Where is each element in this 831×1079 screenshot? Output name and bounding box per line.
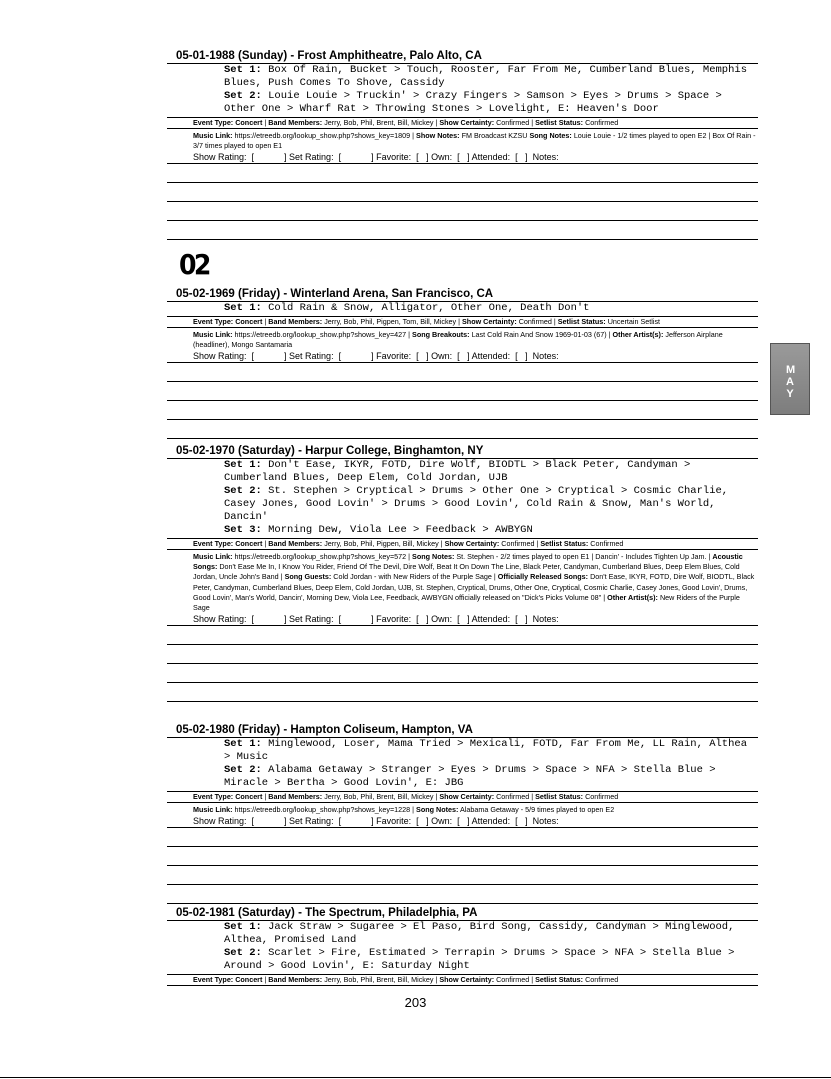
setlist: [167, 64, 758, 116]
field-label: Other Artist(s):: [612, 330, 664, 339]
field-label: Music Link:: [193, 330, 233, 339]
notes-line: [167, 164, 758, 183]
month-tab: [770, 343, 810, 415]
set-1: [224, 64, 754, 90]
music-link[interactable]: https://etreedb.org/lookup_show.php?shows_key=1809: [234, 131, 411, 140]
song-guests: Cold Jordan - with New Riders of the Purple Sage: [333, 572, 492, 582]
setlist-status: Uncertain Setlist: [607, 317, 661, 326]
set-2: [224, 90, 754, 116]
field-label: Show Certainty:: [439, 975, 495, 984]
event-type: Concert: [235, 118, 263, 127]
setlist-status: Confirmed: [585, 118, 619, 127]
set-1: [224, 302, 754, 315]
show-header: 05-02-1980 (Friday) - Hampton Coliseum, Hampton, VA: [167, 724, 758, 738]
show-entry: [167, 288, 758, 439]
field-label: Show Certainty:: [439, 792, 495, 801]
setlist-status: Confirmed: [585, 975, 619, 984]
field-label: Setlist Status:: [535, 118, 584, 127]
set-2: [224, 485, 754, 524]
field-label: Setlist Status:: [535, 792, 584, 801]
notes-line: [167, 664, 758, 683]
song-notes: St. Stephen - 2/2 times played to open E1 | Dancin' - Includes Tighten Up Jam.: [456, 552, 707, 561]
notes-line: [167, 221, 758, 240]
song-notes: Louie Louie - 1/2 times played to open E2 | Box Of Rain - 3/7 times played to open E1: [193, 131, 756, 151]
band-members: Jerry, Bob, Phil, Brent, Bill, Mickey: [324, 975, 434, 984]
other-artists: Jefferson Airplane (headliner), Mongo Santamaria: [193, 330, 723, 350]
event-type: Concert: [235, 317, 263, 326]
field-label: Setlist Status:: [535, 975, 584, 984]
field-label: Band Members:: [268, 975, 323, 984]
set-label: Set 1:: [224, 459, 262, 471]
set-label: Set 2:: [224, 485, 262, 497]
field-label: Event Type:: [193, 792, 234, 801]
show-header: 05-02-1981 (Saturday) - The Spectrum, Philadelphia, PA: [167, 907, 758, 921]
show-certainty: Confirmed: [496, 975, 530, 984]
field-label: Song Guests:: [284, 572, 332, 582]
field-label: Setlist Status:: [540, 539, 589, 548]
show-header: 05-02-1970 (Saturday) - Harpur College, Binghamton, NY: [167, 445, 758, 459]
set-2: [224, 947, 754, 973]
acoustic-songs: Don't Ease Me In, I Know You Rider, Friend Of The Devil, Dire Wolf, Beat It On Down The Line, Black Peter, Candyman, Cumberland Blues, Deep Elem Blues, Cold Jordan, Uncle John's Band: [193, 562, 740, 582]
show-notes: FM Broadcast KZSU: [461, 131, 528, 140]
music-info: Music Link: https://etreedb.org/lookup_show.php?shows_key=427 | Song Breakouts: Last Cold Rain And Snow 1969-01-03 (67) | Other Artist(s): Jefferson Airplane (headliner), Mongo Santamaria: [193, 330, 723, 350]
field-label: Other Artist(s):: [607, 592, 658, 602]
field-label: Event Type:: [193, 539, 234, 548]
page-number: 203: [404, 995, 427, 1010]
music-info: Music Link: https://etreedb.org/lookup_show.php?shows_key=1809 | Show Notes: FM Broadcast KZSU Song Notes: Louie Louie - 1/2 times played to open E2 | Box Of Rain - 3/7 times played to open E1: [193, 131, 756, 151]
notes-line: [167, 183, 758, 202]
notes-line: [167, 401, 758, 420]
show-entry: [167, 907, 758, 986]
music-link[interactable]: https://etreedb.org/lookup_show.php?shows_key=1228: [234, 805, 411, 814]
setlist: [167, 302, 758, 315]
set-songs: Don't Ease, IKYR, FOTD, Dire Wolf, BIODTL > Black Peter, Candyman > Cumberland Blues, Deep Elem, Cold Jordan, UJB: [224, 459, 691, 484]
notes-line: [167, 866, 758, 885]
field-label: Band Members:: [268, 317, 323, 326]
set-3: [224, 524, 754, 537]
music-info: Music Link: https://etreedb.org/lookup_show.php?shows_key=1228 | Song Notes: Alabama Getaway - 5/9 times played to open E2: [193, 805, 615, 814]
song-notes: Alabama Getaway - 5/9 times played to open E2: [459, 805, 615, 814]
set-label: Set 1:: [224, 738, 262, 750]
show-certainty: Confirmed: [501, 539, 535, 548]
set-label: Set 2:: [224, 947, 262, 959]
band-members: Jerry, Bob, Phil, Pigpen, Bill, Mickey: [324, 539, 439, 548]
show-certainty: Confirmed: [518, 317, 552, 326]
band-members: Jerry, Bob, Phil, Brent, Bill, Mickey: [324, 792, 434, 801]
show-header: 05-02-1969 (Friday) - Winterland Arena, San Francisco, CA: [167, 288, 758, 302]
field-label: Music Link:: [193, 805, 233, 814]
field-label: Band Members:: [268, 792, 323, 801]
notes-line: [167, 626, 758, 645]
setlist-status: Confirmed: [590, 539, 624, 548]
rating-line: Show Rating: [ ] Set Rating: [ ] Favorite: [ ] Own: [ ] Attended: [ ] Notes:: [167, 350, 758, 363]
set-songs: Morning Dew, Viola Lee > Feedback > AWBYGN: [268, 524, 533, 536]
set-1: [224, 738, 754, 764]
event-info: Event Type: Concert | Band Members: Jerry, Bob, Phil, Brent, Bill, Mickey | Show Certainty: Confirmed | Setlist Status: Confirmed: [167, 791, 758, 803]
event-type: Concert: [235, 539, 263, 548]
field-label: Setlist Status:: [557, 317, 606, 326]
show-entry: [167, 50, 758, 240]
notes-line: [167, 645, 758, 664]
event-info: Event Type: Concert | Band Members: Jerry, Bob, Phil, Pigpen, Bill, Mickey | Show Certainty: Confirmed | Setlist Status: Confirmed: [167, 538, 758, 550]
show-entry: [167, 445, 758, 702]
rating-line: Show Rating: [ ] Set Rating: [ ] Favorite: [ ] Own: [ ] Attended: [ ] Notes:: [167, 613, 758, 626]
field-label: Event Type:: [193, 118, 234, 127]
field-label: Show Certainty:: [439, 118, 495, 127]
field-label: Music Link:: [193, 552, 233, 561]
field-label: Song Breakouts:: [412, 330, 470, 339]
set-label: Set 3:: [224, 524, 262, 536]
event-type: Concert: [235, 975, 263, 984]
setlist: [167, 921, 758, 973]
setlist: [167, 459, 758, 537]
set-songs: Box Of Rain, Bucket > Touch, Rooster, Far From Me, Cumberland Blues, Memphis Blues, Push Comes To Shove, Cassidy: [224, 64, 748, 89]
show-certainty: Confirmed: [496, 792, 530, 801]
rating-line: Show Rating: [ ] Set Rating: [ ] Favorite: [ ] Own: [ ] Attended: [ ] Notes:: [167, 151, 758, 164]
field-label: Music Link:: [193, 131, 233, 140]
set-songs: Cold Rain & Snow, Alligator, Other One, Death Don't: [268, 302, 590, 314]
field-label: Song Notes:: [529, 131, 572, 140]
set-label: Set 1:: [224, 64, 262, 76]
field-label: Show Notes:: [416, 131, 460, 140]
show-certainty: Confirmed: [496, 118, 530, 127]
notes-line: [167, 420, 758, 439]
notes-line: [167, 683, 758, 702]
rating-line: Show Rating: [ ] Set Rating: [ ] Favorite: [ ] Own: [ ] Attended: [ ] Notes:: [167, 815, 758, 828]
notes-line: [167, 828, 758, 847]
set-2: [224, 764, 754, 790]
band-members: Jerry, Bob, Phil, Brent, Bill, Mickey: [324, 118, 434, 127]
set-songs: St. Stephen > Cryptical > Drums > Other One > Cryptical > Cosmic Charlie, Casey Jones, Good Lovin' > Drums > Good Lovin', Cold Rain & Snow, Man's World, Dancin': [224, 485, 729, 523]
field-label: Event Type:: [193, 975, 234, 984]
field-label: Song Notes:: [412, 552, 455, 561]
set-songs: Louie Louie > Truckin' > Crazy Fingers > Samson > Eyes > Drums > Space > Other One > Wharf Rat > Throwing Stones > Lovelight, E: Heaven's Door: [224, 90, 722, 115]
event-info: Event Type: Concert | Band Members: Jerry, Bob, Phil, Brent, Bill, Mickey | Show Certainty: Confirmed | Setlist Status: Confirmed: [167, 117, 758, 129]
show-entry: [167, 724, 758, 904]
song-breakouts: Last Cold Rain And Snow 1969-01-03 (67): [471, 330, 607, 339]
notes-line: [167, 885, 758, 904]
officially-released: Don't Ease, IKYR, FOTD, Dire Wolf, BIODTL, Black Peter, Candyman, Cumberland Blues, Deep Elem, Cold Jordan, UJB, St. Stephen, Cryptical, Drums, Other One, Cryptical, Cosmic Charlie, Casey Jones, Good Lovin', Drums, Good Lovin', Man's World, Dancin', Morning Dew, Viola Lee, Feedback, AWBYGN officially released on "Dick's Picks Volume 08": [193, 572, 755, 602]
field-label: Officially Released Songs:: [497, 572, 589, 582]
music-info: Music Link: https://etreedb.org/lookup_show.php?shows_key=572 | Song Notes: St. Stephen - 2/2 times played to open E1 | Dancin' - Includes Tighten Up Jam. | Acoustic Songs: Don't Ease Me In, I Know You Rider, Friend Of The Devil, Dire Wolf, Beat It On Down The Line, Black Peter, Candyman, Cumberland Blues, Deep Elem Blues, Cold Jordan, Uncle John's Band | Song Guests: Cold Jordan - with New Riders of the Purple Sage | Officially Released Songs: Don't Ease, IKYR, FOTD, Dire Wolf, BIODTL, Black Peter, Candyman, Cumberland Blues, Deep Elem, Cold Jordan, UJB, St. Stephen, Cryptical, Drums, Other One, Cryptical, Cosmic Charlie, Casey Jones, Good Lovin', Drums, Good Lovin', Man's World, Dancin', Morning Dew, Viola Lee, Feedback, AWBYGN officially released on "Dick's Picks Volume 08" | Other Artist(s): New Riders of the Purple Sage: [193, 552, 755, 613]
field-label: Song Notes:: [416, 805, 459, 814]
notes-line: [167, 202, 758, 221]
event-info: Event Type: Concert | Band Members: Jerry, Bob, Phil, Pigpen, Tom, Bill, Mickey | Show Certainty: Confirmed | Setlist Status: Uncertain Setlist: [167, 316, 758, 328]
field-label: Band Members:: [268, 118, 323, 127]
set-label: Set 2:: [224, 764, 262, 776]
day-number: 02: [179, 248, 209, 281]
set-songs: Minglewood, Loser, Mama Tried > Mexicali, FOTD, Far From Me, LL Rain, Althea > Music: [224, 738, 748, 763]
set-songs: Scarlet > Fire, Estimated > Terrapin > Drums > Space > NFA > Stella Blue > Around > Good Lovin', E: Saturday Night: [224, 947, 735, 972]
set-songs: Jack Straw > Sugaree > El Paso, Bird Song, Cassidy, Candyman > Minglewood, Althea, Promised Land: [224, 921, 735, 946]
field-label: Band Members:: [268, 539, 323, 548]
notes-line: [167, 847, 758, 866]
field-label: Show Certainty:: [444, 539, 500, 548]
set-1: [224, 459, 754, 485]
band-members: Jerry, Bob, Phil, Pigpen, Tom, Bill, Mickey: [324, 317, 457, 326]
set-1: [224, 921, 754, 947]
page-bottom-rule: [0, 1077, 831, 1078]
show-header: 05-01-1988 (Sunday) - Frost Amphitheatre, Palo Alto, CA: [167, 50, 758, 64]
music-link[interactable]: https://etreedb.org/lookup_show.php?shows_key=427: [234, 330, 407, 339]
set-songs: Alabama Getaway > Stranger > Eyes > Drums > Space > NFA > Stella Blue > Miracle > Bertha > Good Lovin', E: JBG: [224, 764, 716, 789]
field-label: Event Type:: [193, 317, 234, 326]
set-label: Set 1:: [224, 302, 262, 314]
music-link[interactable]: https://etreedb.org/lookup_show.php?shows_key=572: [234, 552, 407, 561]
field-label: Acoustic Songs:: [193, 552, 743, 572]
other-artists: New Riders of the Purple Sage: [193, 592, 740, 613]
set-label: Set 2:: [224, 90, 262, 102]
month-tab-label: MAY: [786, 364, 796, 400]
event-type: Concert: [235, 792, 263, 801]
notes-line: [167, 363, 758, 382]
event-info: Event Type: Concert | Band Members: Jerry, Bob, Phil, Brent, Bill, Mickey | Show Certainty: Confirmed | Setlist Status: Confirmed: [167, 974, 758, 986]
notes-line: [167, 382, 758, 401]
field-label: Show Certainty:: [462, 317, 517, 326]
set-label: Set 1:: [224, 921, 262, 933]
setlist-status: Confirmed: [585, 792, 619, 801]
setlist: [167, 738, 758, 790]
